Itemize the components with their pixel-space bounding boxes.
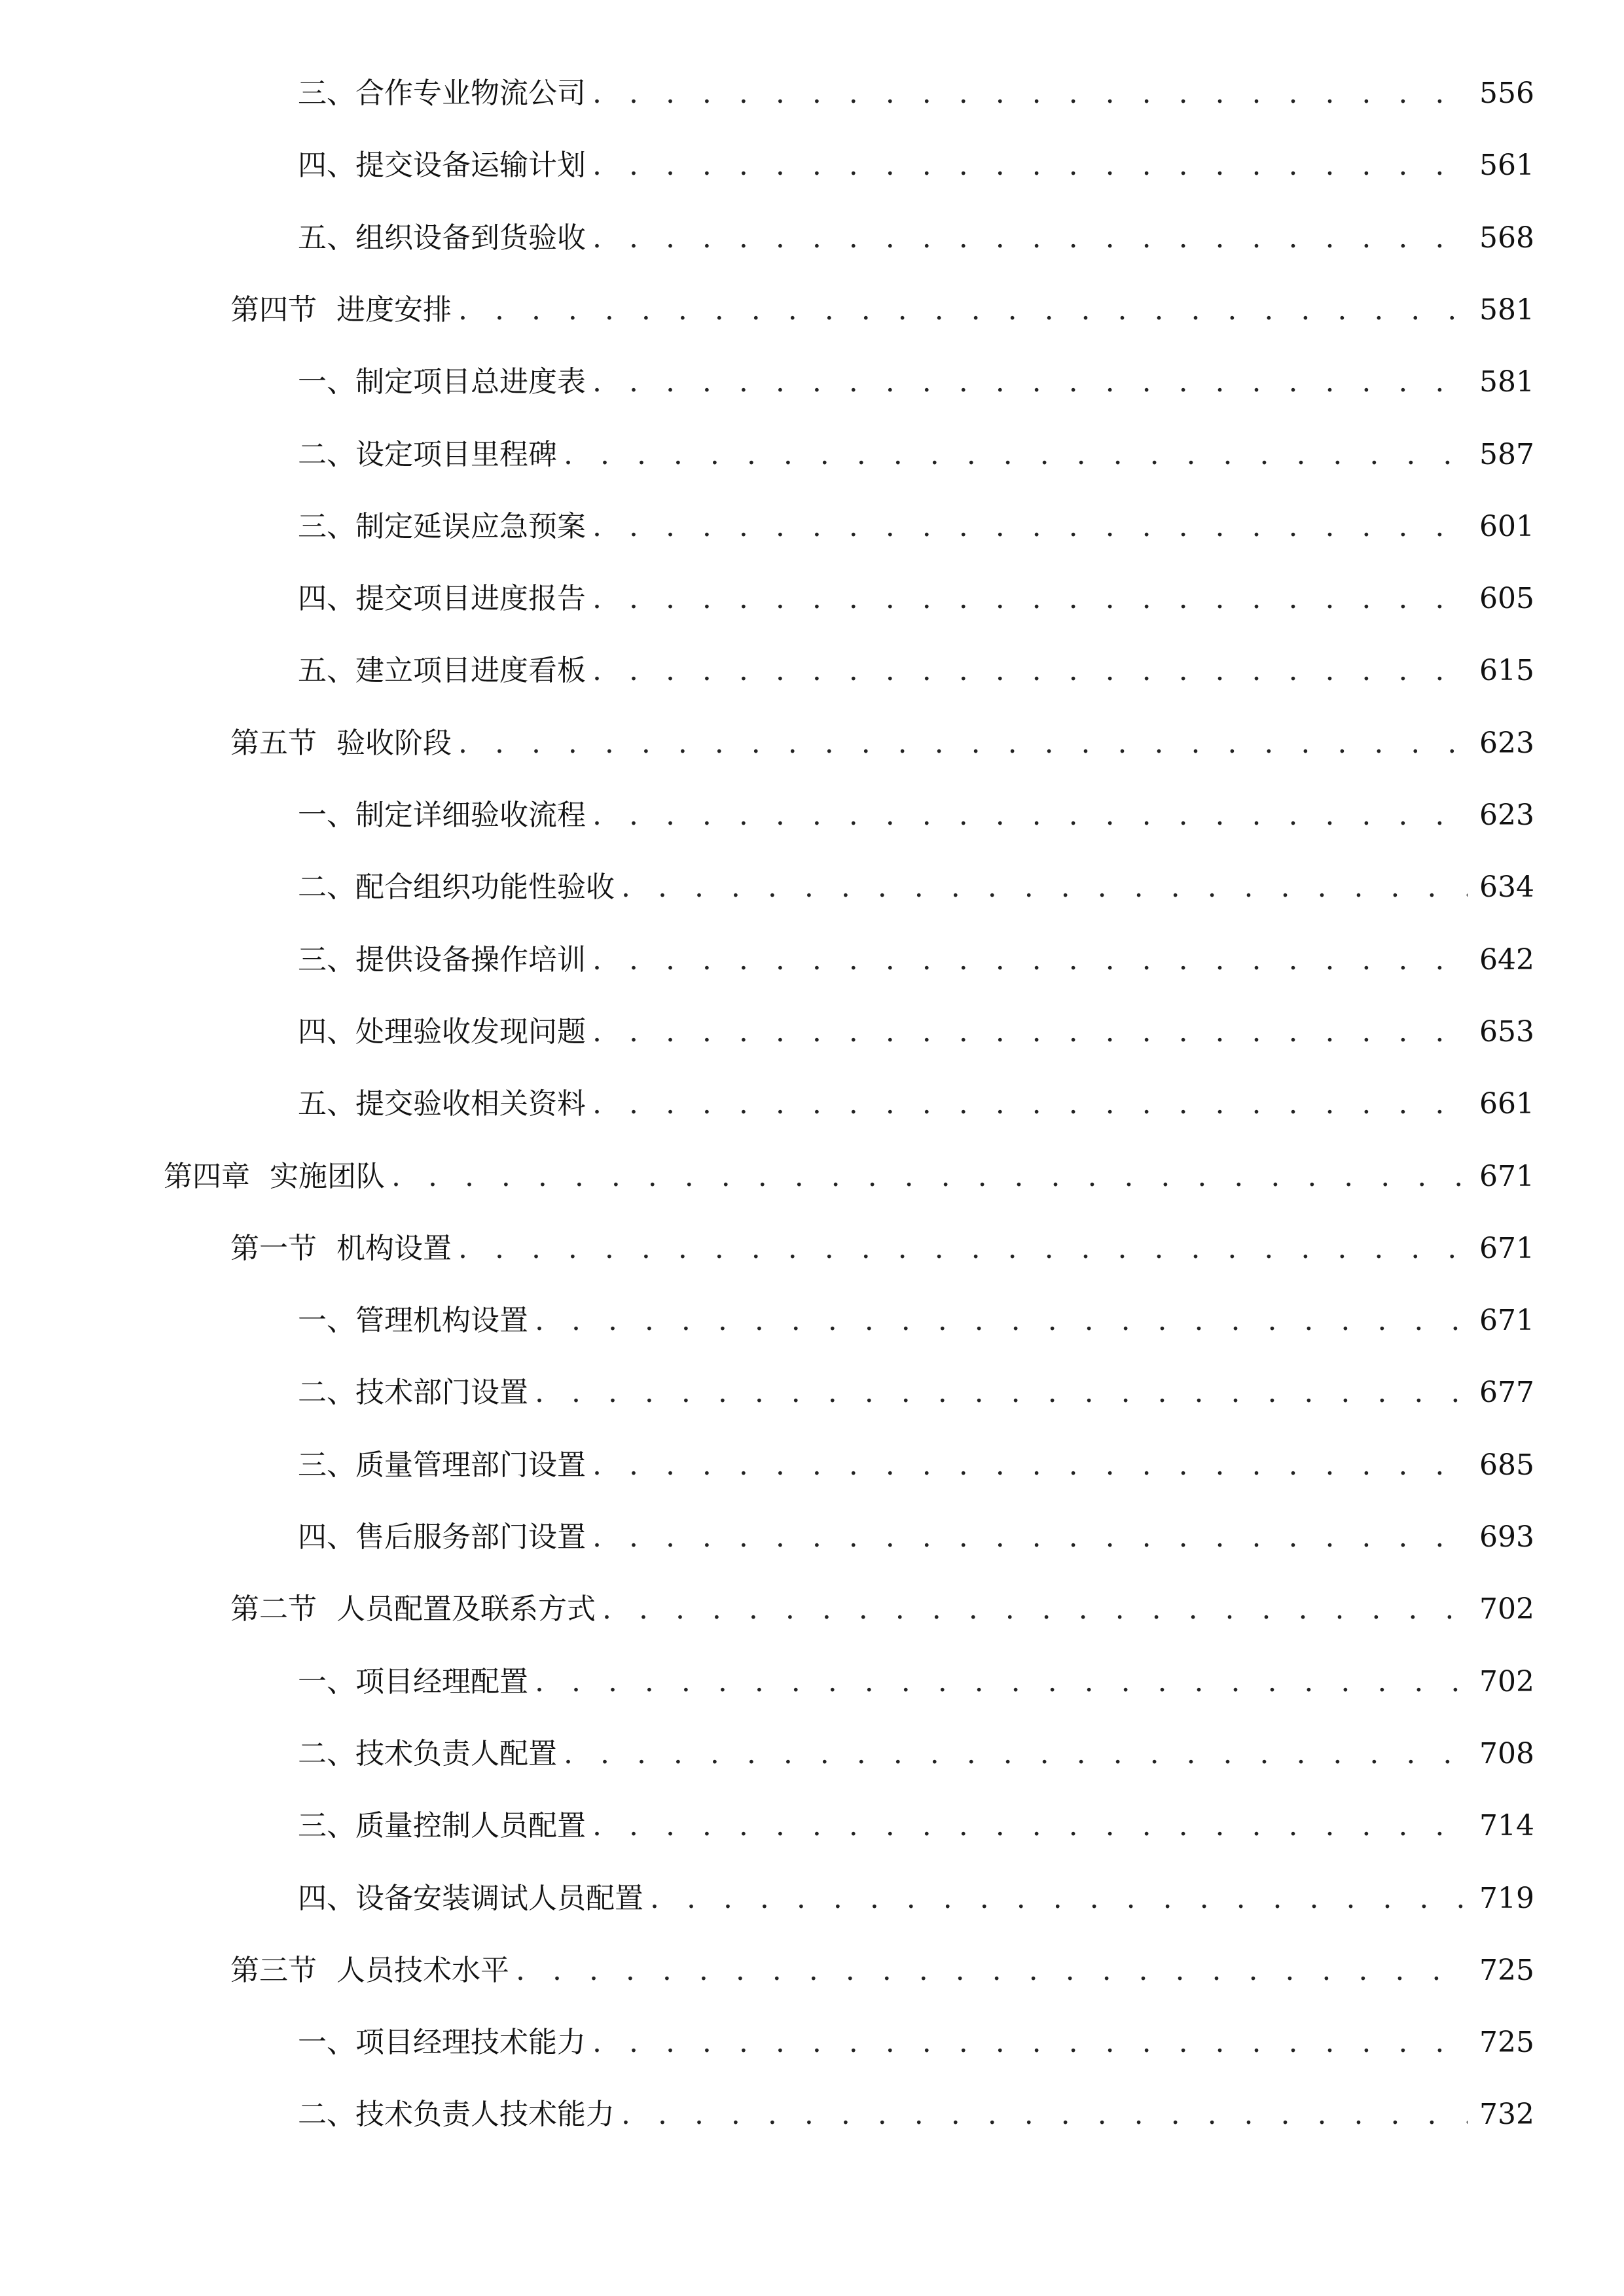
toc-entry-page-number: 677 xyxy=(1479,1376,1534,1410)
toc-entry-number: 三、 xyxy=(298,1448,355,1482)
toc-entry-title: 设备安装调试人员配置 xyxy=(355,1881,643,1915)
toc-entry-number: 二、 xyxy=(298,1376,355,1410)
toc-entry[interactable] xyxy=(298,645,1532,697)
toc-entry-page-number: 615 xyxy=(1479,654,1534,688)
toc-entry-number: 五、 xyxy=(298,221,355,255)
toc-entry-page-number: 634 xyxy=(1479,870,1534,905)
toc-dot-leader xyxy=(592,1078,1468,1130)
toc-entry-title: 管理机构设置 xyxy=(355,1304,528,1338)
toc-entry-title: 机构设置 xyxy=(336,1231,452,1265)
toc-dot-leader xyxy=(592,2017,1468,2069)
toc-entry-title: 质量管理部门设置 xyxy=(355,1448,586,1482)
toc-entry-number: 二、 xyxy=(298,870,355,905)
toc-dot-leader xyxy=(458,284,1468,336)
toc-entry[interactable] xyxy=(298,1728,1532,1780)
toc-entry-number: 四、 xyxy=(298,149,355,183)
toc-entry[interactable] xyxy=(298,1078,1532,1130)
toc-dot-leader xyxy=(621,861,1468,914)
toc-entry-title: 实施团队 xyxy=(270,1159,385,1193)
toc-entry-page-number: 732 xyxy=(1479,2098,1534,2132)
toc-entry-page-number: 561 xyxy=(1479,149,1534,183)
toc-entry-title: 提交验收相关资料 xyxy=(355,1087,586,1121)
toc-entry[interactable] xyxy=(298,1006,1532,1058)
toc-entry-number: 三、 xyxy=(298,509,355,543)
toc-entry[interactable] xyxy=(298,1800,1532,1852)
toc-entry-page-number: 725 xyxy=(1479,2026,1534,2060)
toc-dot-leader xyxy=(458,1223,1468,1275)
toc-entry-number: 三、 xyxy=(298,942,355,977)
toc-entry-title: 处理验收发现问题 xyxy=(355,1014,586,1049)
toc-dot-leader xyxy=(592,139,1468,192)
toc-entry[interactable] xyxy=(298,501,1532,553)
toc-entry[interactable] xyxy=(230,1583,1532,1636)
toc-dot-leader xyxy=(592,212,1468,264)
toc-entry[interactable] xyxy=(298,1295,1532,1347)
toc-entry-page-number: 725 xyxy=(1479,1953,1534,1987)
toc-entry-title: 项目经理配置 xyxy=(355,1664,528,1698)
toc-dot-leader xyxy=(535,1367,1468,1419)
toc-entry-title: 制定项目总进度表 xyxy=(355,365,586,399)
toc-entry-number: 第四章 xyxy=(164,1159,250,1193)
toc-entry-title: 合作专业物流公司 xyxy=(355,77,586,110)
toc-entry-title: 项目经理技术能力 xyxy=(355,2026,586,2060)
toc-dot-leader xyxy=(592,501,1468,553)
toc-entry-page-number: 623 xyxy=(1479,726,1534,760)
toc-dot-leader xyxy=(621,2089,1468,2141)
toc-dot-leader xyxy=(592,1800,1468,1852)
toc-entry-title: 提交设备运输计划 xyxy=(355,149,586,183)
toc-entry-page-number: 693 xyxy=(1479,1520,1534,1554)
toc-entry-title: 提供设备操作培训 xyxy=(355,942,586,977)
toc-entry-title: 售后服务部门设置 xyxy=(355,1520,586,1554)
toc-entry[interactable] xyxy=(298,861,1532,914)
toc-dot-leader xyxy=(592,1511,1468,1564)
toc-entry-page-number: 708 xyxy=(1479,1736,1534,1770)
toc-entry-title: 设定项目里程碑 xyxy=(355,437,557,471)
toc-entry-title: 配合组织功能性验收 xyxy=(355,870,615,905)
toc-entry-page-number: 661 xyxy=(1479,1087,1534,1121)
toc-entry-page-number: 568 xyxy=(1479,221,1534,255)
toc-entry-page-number: 719 xyxy=(1479,1881,1534,1915)
toc-entry-number: 一、 xyxy=(298,798,355,832)
toc-entry-page-number: 581 xyxy=(1479,365,1534,399)
toc-entry[interactable] xyxy=(298,934,1532,986)
toc-entry-title: 组织设备到货验收 xyxy=(355,221,586,255)
toc-entry-number: 四、 xyxy=(298,582,355,616)
toc-dot-leader xyxy=(592,789,1468,842)
toc-entry-number: 第一节 xyxy=(230,1231,317,1265)
toc-entry-title: 人员配置及联系方式 xyxy=(336,1592,596,1626)
toc-entry-page-number: 671 xyxy=(1479,1231,1534,1265)
toc-dot-leader xyxy=(516,1945,1468,1997)
toc-dot-leader xyxy=(564,429,1468,481)
toc-entry-title: 制定详细验收流程 xyxy=(355,798,586,832)
toc-entry-page-number: 653 xyxy=(1479,1014,1534,1049)
toc-dot-leader xyxy=(602,1583,1468,1636)
toc-entry[interactable] xyxy=(230,284,1532,336)
toc-entry-number: 二、 xyxy=(298,1736,355,1770)
toc-dot-leader xyxy=(592,573,1468,625)
toc-entry-page-number: 623 xyxy=(1479,798,1534,832)
toc-entry[interactable] xyxy=(298,1439,1532,1492)
toc-entry-title: 技术负责人技术能力 xyxy=(355,2098,615,2132)
toc-entry[interactable] xyxy=(298,1511,1532,1564)
toc-entry-page-number: 702 xyxy=(1479,1592,1534,1626)
toc-dot-leader xyxy=(535,1656,1468,1708)
toc-entry-number: 第二节 xyxy=(230,1592,317,1626)
toc-entry-page-number: 581 xyxy=(1479,293,1534,327)
toc-dot-leader xyxy=(592,934,1468,986)
toc-dot-leader xyxy=(592,356,1468,408)
toc-entry-page-number: 642 xyxy=(1479,942,1534,977)
toc-entry-number: 第四节 xyxy=(230,293,317,327)
toc-entry-page-number: 714 xyxy=(1479,1809,1534,1843)
toc-entry[interactable] xyxy=(298,2089,1532,2141)
toc-dot-leader xyxy=(592,645,1468,697)
toc-entry-number: 五、 xyxy=(298,654,355,688)
toc-entry-page-number: 605 xyxy=(1479,582,1534,616)
toc-entry-page-number: 671 xyxy=(1479,1159,1534,1193)
toc-entry[interactable] xyxy=(298,789,1532,842)
toc-entry[interactable] xyxy=(298,573,1532,625)
toc-entry-number: 五、 xyxy=(298,1087,355,1121)
toc-entry-number: 一、 xyxy=(298,1664,355,1698)
toc-entry[interactable] xyxy=(298,139,1532,192)
toc-entry[interactable] xyxy=(230,1945,1532,1997)
toc-entry[interactable] xyxy=(298,1656,1532,1708)
toc-dot-leader xyxy=(592,1439,1468,1492)
toc-entry[interactable] xyxy=(298,2017,1532,2069)
toc-dot-leader xyxy=(592,67,1468,120)
toc-entry-number: 一、 xyxy=(298,365,355,399)
toc-entry-number: 三、 xyxy=(298,77,355,110)
toc-entry-number: 第三节 xyxy=(230,1953,317,1987)
toc-entry-number: 第五节 xyxy=(230,726,317,760)
toc-entry[interactable] xyxy=(298,1873,1532,1925)
toc-entry-number: 二、 xyxy=(298,437,355,471)
toc-entry[interactable] xyxy=(298,212,1532,264)
toc-entry-title: 提交项目进度报告 xyxy=(355,582,586,616)
toc-dot-leader xyxy=(650,1873,1468,1925)
toc-entry-number: 四、 xyxy=(298,1520,355,1554)
toc-entry[interactable] xyxy=(298,356,1532,408)
toc-entry[interactable] xyxy=(298,429,1532,481)
toc-entry-number: 三、 xyxy=(298,1809,355,1843)
toc-entry-number: 四、 xyxy=(298,1881,355,1915)
toc-entry-title: 质量控制人员配置 xyxy=(355,1809,586,1843)
toc-entry-page-number: 671 xyxy=(1479,1304,1534,1338)
toc-dot-leader xyxy=(564,1728,1468,1780)
toc-dot-leader xyxy=(535,1295,1468,1347)
toc-entry-title: 建立项目进度看板 xyxy=(355,654,586,688)
toc-dot-leader xyxy=(391,1151,1468,1203)
toc-entry-number: 一、 xyxy=(298,1304,355,1338)
toc-entry-page-number: 556 xyxy=(1479,77,1534,110)
toc-entry[interactable] xyxy=(298,67,1532,120)
toc-entry[interactable] xyxy=(230,1223,1532,1275)
toc-entry-title: 技术部门设置 xyxy=(355,1376,528,1410)
toc-entry-number: 一、 xyxy=(298,2026,355,2060)
toc-entry[interactable] xyxy=(164,1151,1532,1203)
toc-entry[interactable] xyxy=(298,1367,1532,1419)
toc-entry-number: 四、 xyxy=(298,1014,355,1049)
toc-entry-page-number: 685 xyxy=(1479,1448,1534,1482)
toc-entry-page-number: 587 xyxy=(1479,437,1534,471)
toc-entry-title: 验收阶段 xyxy=(336,726,452,760)
toc-entry-page-number: 702 xyxy=(1479,1664,1534,1698)
toc-entry[interactable] xyxy=(230,717,1532,770)
toc-entry-title: 技术负责人配置 xyxy=(355,1736,557,1770)
toc-entry-title: 进度安排 xyxy=(336,293,452,327)
toc-entry-page-number: 601 xyxy=(1479,509,1534,543)
toc-entry-title: 人员技术水平 xyxy=(336,1953,509,1987)
toc-dot-leader xyxy=(458,717,1468,770)
toc-dot-leader xyxy=(592,1006,1468,1058)
toc-entry-number: 二、 xyxy=(298,2098,355,2132)
toc-entry-title: 制定延误应急预案 xyxy=(355,509,586,543)
